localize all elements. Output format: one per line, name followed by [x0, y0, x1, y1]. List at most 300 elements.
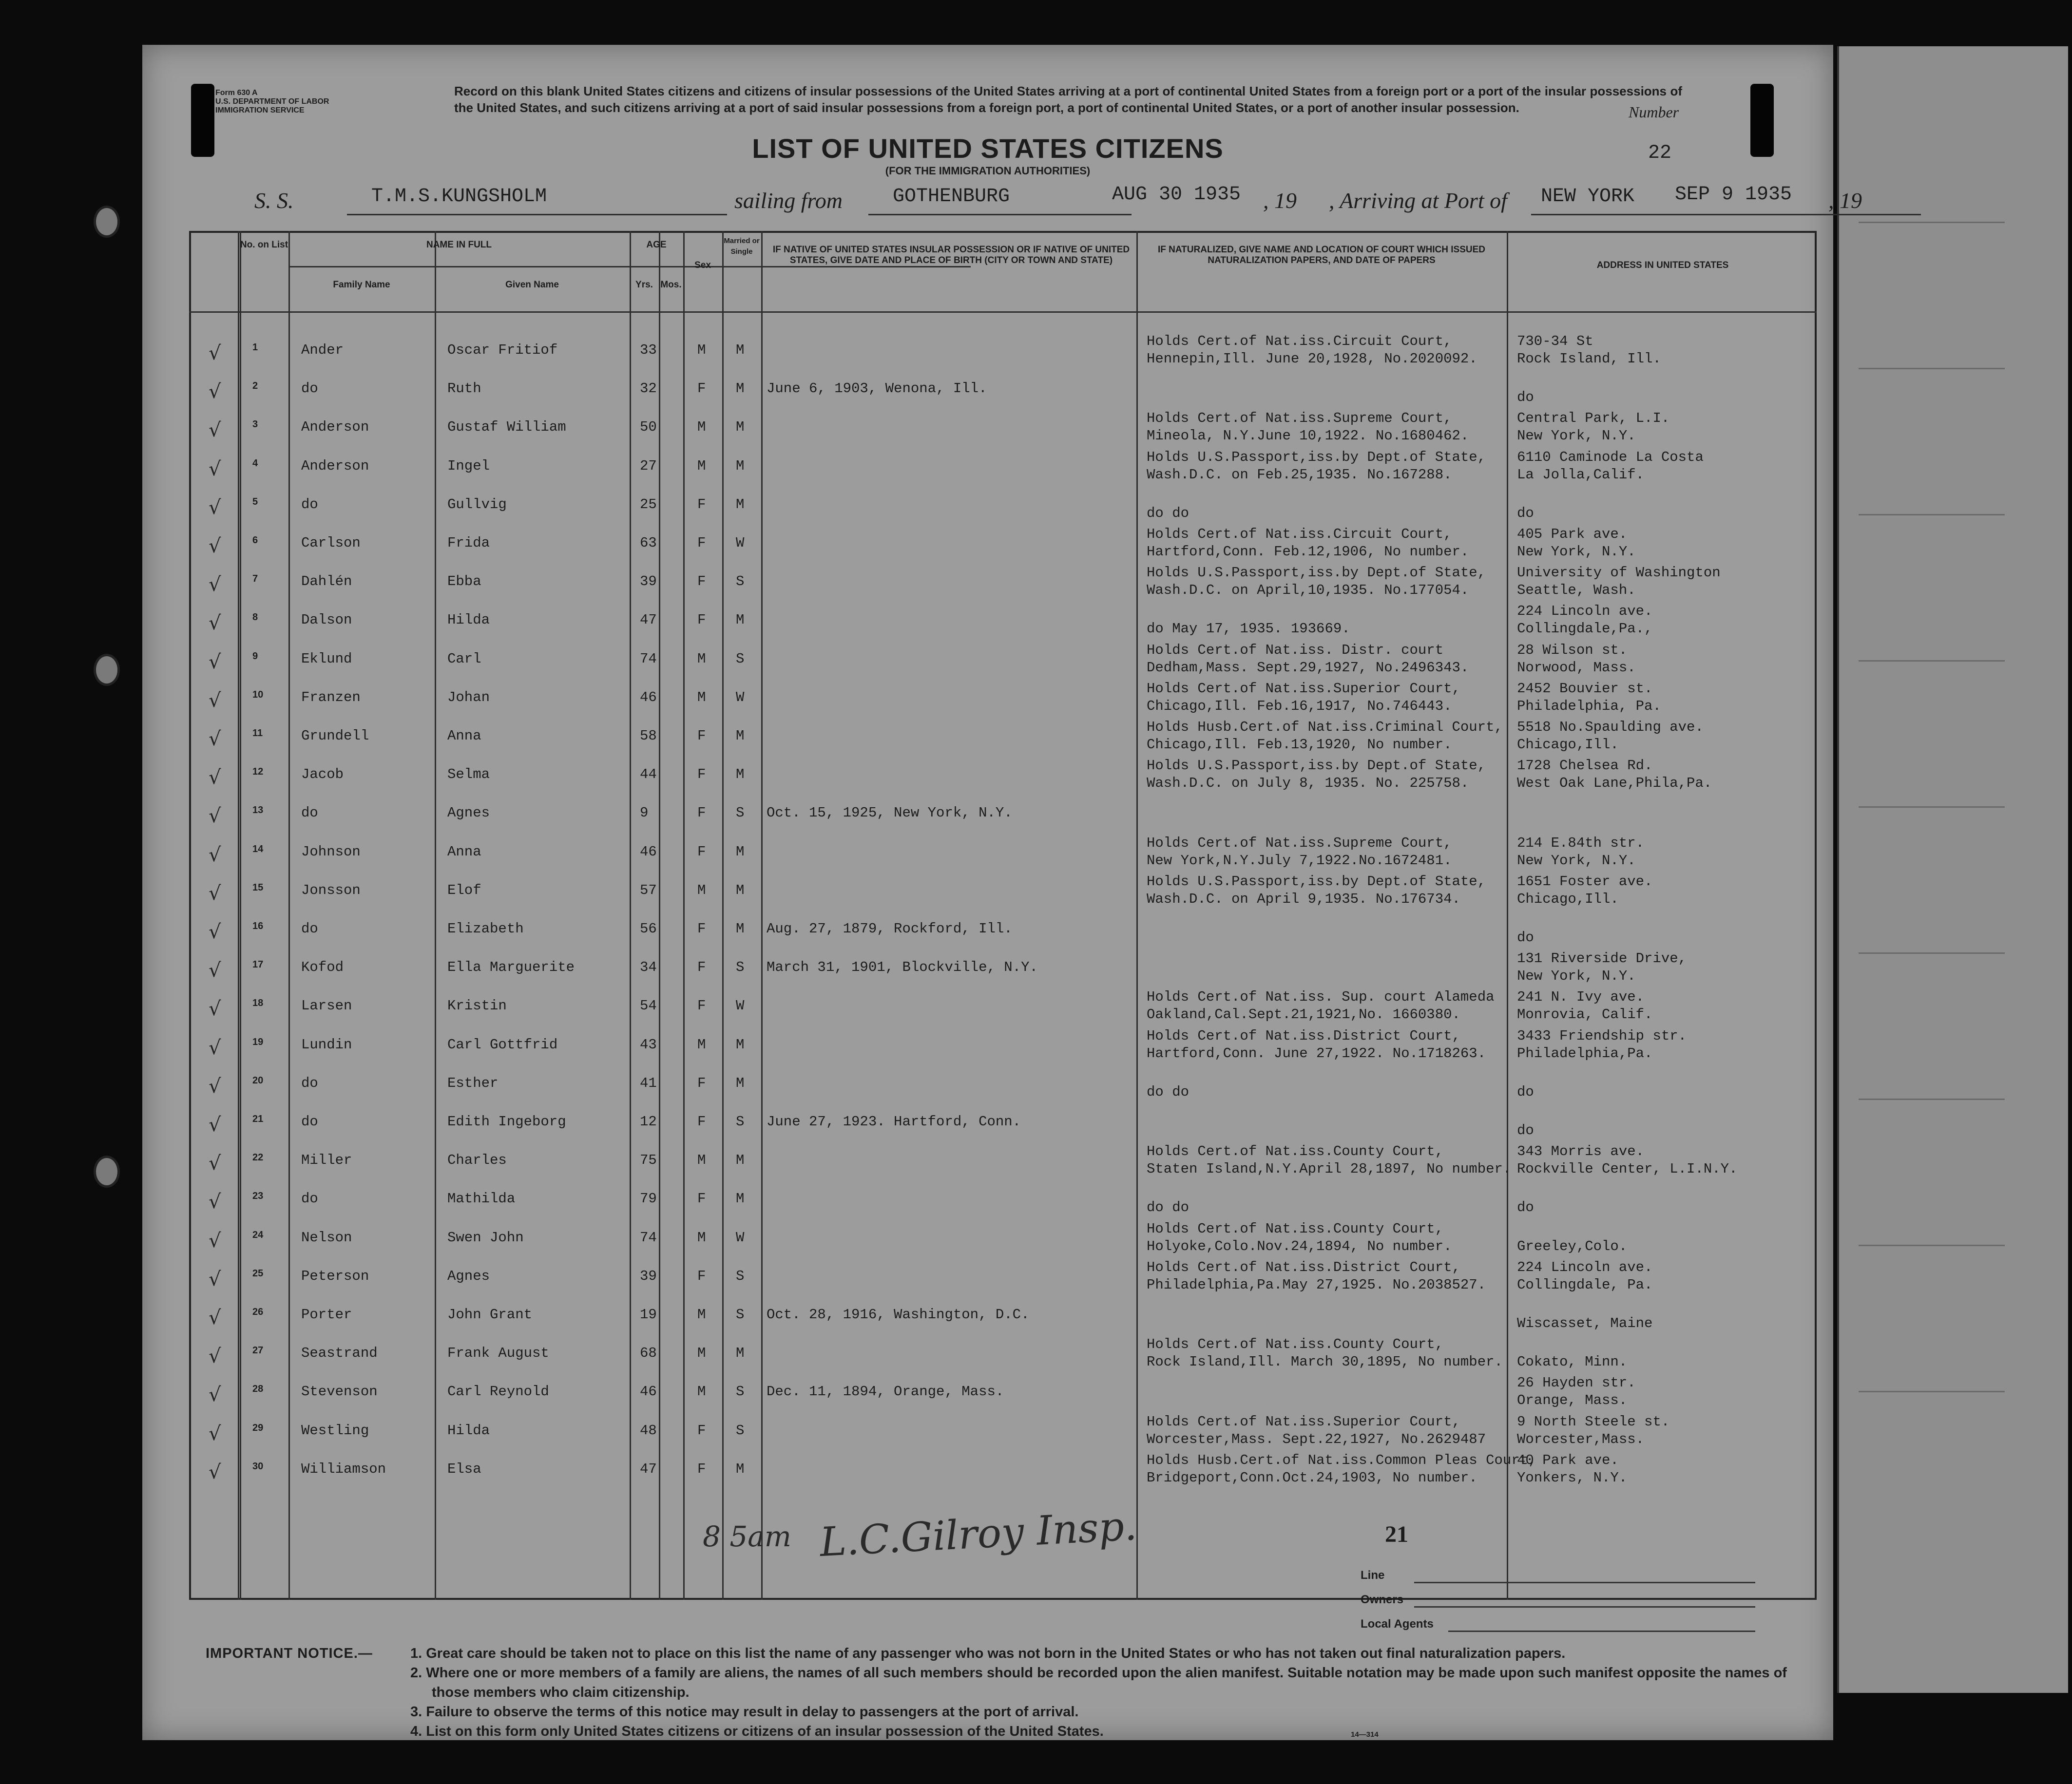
- naturalization-line2: Philadelphia,Pa.May 27,1925. No.2038527.: [1147, 1276, 1486, 1293]
- naturalization-line2: Hennepin,Ill. June 20,1928, No.2020092.: [1147, 351, 1477, 367]
- address-line2: Collingdale,Pa.,: [1517, 621, 1653, 637]
- birth-info: Oct. 28, 1916, Washington, D.C.: [767, 1307, 1030, 1323]
- age-years: 34: [640, 959, 657, 976]
- marital-status: S: [736, 1114, 745, 1130]
- given-name: Hilda: [447, 1422, 490, 1439]
- age-years: 63: [640, 535, 657, 551]
- marital-status: M: [736, 1036, 745, 1053]
- family-name: do: [301, 1191, 318, 1207]
- sailing-from-label: sailing from: [734, 188, 843, 213]
- naturalization-line1: Holds Cert.of Nat.iss. Distr. court: [1147, 642, 1444, 658]
- tick: √: [209, 1384, 221, 1406]
- marital-status: W: [736, 998, 745, 1014]
- naturalization-line1: Holds Cert.of Nat.iss.District Court,: [1147, 1259, 1460, 1275]
- number-value: 22: [1648, 142, 1672, 164]
- row-number: 14: [252, 843, 264, 854]
- address-line1: 1728 Chelsea Rd.: [1517, 758, 1653, 774]
- age-years: 41: [640, 1075, 657, 1091]
- table-row: [189, 679, 1817, 717]
- given-name: Carl Reynold: [447, 1384, 549, 1400]
- table-row: [189, 563, 1817, 601]
- sex: F: [697, 1422, 706, 1439]
- sex: F: [697, 959, 706, 976]
- tick: √: [209, 650, 221, 673]
- marital-status: M: [736, 342, 745, 358]
- tick: √: [209, 496, 221, 519]
- age-years: 74: [640, 650, 657, 667]
- sex: M: [697, 650, 706, 667]
- header-given-name: Given Name: [505, 280, 559, 290]
- naturalization-line1: Holds Cert.of Nat.iss.Superior Court,: [1147, 680, 1460, 697]
- marital-status: S: [736, 1307, 745, 1323]
- age-years: 47: [640, 1461, 657, 1477]
- row-number: 22: [252, 1152, 264, 1163]
- family-name: Lundin: [301, 1036, 352, 1053]
- sex: M: [697, 342, 706, 358]
- table-row: [189, 872, 1817, 910]
- header-sex: Sex: [694, 260, 711, 270]
- age-years: 54: [640, 998, 657, 1014]
- adjacent-page: [1837, 46, 2068, 1693]
- print-code: 14—314: [1351, 1730, 1379, 1739]
- table-row: [189, 1373, 1817, 1411]
- page-subtitle: (FOR THE IMMIGRATION AUTHORITIES): [885, 165, 1091, 177]
- address-line1: 26 Hayden str.: [1517, 1375, 1636, 1391]
- tick: √: [209, 1114, 221, 1136]
- table-row: [189, 794, 1817, 832]
- tick: √: [209, 419, 221, 442]
- address-line1: 3433 Friendship str.: [1517, 1027, 1687, 1044]
- marital-status: M: [736, 1075, 745, 1091]
- address-line1: 28 Wilson st.: [1517, 642, 1628, 658]
- naturalization-line1: Holds Cert.of Nat.iss.County Court,: [1147, 1143, 1444, 1160]
- address-line1: 730-34 St: [1517, 333, 1593, 349]
- given-name: Edith Ingeborg: [447, 1114, 566, 1130]
- table-row: [189, 756, 1817, 794]
- sex: F: [697, 998, 706, 1014]
- age-years: 58: [640, 728, 657, 744]
- naturalization-line2: do do: [1147, 505, 1189, 521]
- address-line2: Seattle, Wash.: [1517, 582, 1636, 599]
- family-name: Jacob: [301, 766, 344, 783]
- age-years: 46: [640, 689, 657, 705]
- naturalization-line2: do May 17, 1935. 193669.: [1147, 621, 1350, 637]
- row-number: 26: [252, 1307, 264, 1317]
- family-name: Williamson: [301, 1461, 386, 1477]
- form-id: Form 630 A U.S. DEPARTMENT OF LABOR IMMIGRATION SERVICE: [215, 89, 329, 114]
- header-birth: IF NATIVE OF UNITED STATES INSULAR POSSESSION OR IF NATIVE OF UNITED STATES, GIVE DATE AND PLACE OF BIRTH (CITY OR TOWN AND STATE): [772, 245, 1130, 266]
- row-number: 10: [252, 689, 264, 700]
- table-row: [189, 1412, 1817, 1450]
- address-line2: Rock Island, Ill.: [1517, 351, 1661, 367]
- marital-status: M: [736, 496, 745, 512]
- given-name: Ebba: [447, 573, 481, 590]
- arrive-date: SEP 9 1935: [1675, 184, 1792, 206]
- table-row: [189, 1180, 1817, 1218]
- sex: F: [697, 766, 706, 783]
- address-line1: University of Washington: [1517, 565, 1721, 581]
- given-name: Frank August: [447, 1345, 549, 1362]
- row-number: 20: [252, 1075, 264, 1086]
- sex: M: [697, 419, 706, 436]
- address-line1: 9 North Steele st.: [1517, 1413, 1670, 1430]
- given-name: Elizabeth: [447, 921, 524, 937]
- row-number: 27: [252, 1345, 264, 1356]
- family-name: Carlson: [301, 535, 361, 551]
- marital-status: S: [736, 959, 745, 976]
- local-agents-label: Local Agents: [1361, 1617, 1434, 1631]
- age-years: 56: [640, 921, 657, 937]
- row-number: 4: [252, 457, 258, 469]
- naturalization-line2: Staten Island,N.Y.April 28,1897, No number.: [1147, 1161, 1512, 1177]
- sex: M: [697, 689, 706, 705]
- address-line2: Greeley,Colo.: [1517, 1238, 1628, 1254]
- family-name: Dalson: [301, 612, 352, 628]
- naturalization-line2: Chicago,Ill. Feb.13,1920, No number.: [1147, 737, 1452, 753]
- sex: F: [697, 612, 706, 628]
- address-line1: 40 Park ave.: [1517, 1452, 1619, 1468]
- marital-status: W: [736, 1229, 745, 1246]
- age-years: 39: [640, 1268, 657, 1284]
- family-name: Larsen: [301, 998, 352, 1014]
- marital-status: S: [736, 1422, 745, 1439]
- address-line2: do: [1517, 1122, 1534, 1139]
- table-row: [189, 1334, 1817, 1372]
- family-name: do: [301, 1075, 318, 1091]
- header-naturalized: IF NATURALIZED, GIVE NAME AND LOCATION OF COURT WHICH ISSUED NATURALIZATION PAPERS, AND DATE OF PAPERS: [1157, 245, 1485, 266]
- marital-status: M: [736, 921, 745, 937]
- age-years: 48: [640, 1422, 657, 1439]
- marital-status: M: [736, 728, 745, 744]
- sex: F: [697, 728, 706, 744]
- tick: √: [209, 1191, 221, 1214]
- family-name: Nelson: [301, 1229, 352, 1246]
- naturalization-line2: Rock Island,Ill. March 30,1895, No number.: [1147, 1354, 1503, 1370]
- tick: √: [209, 728, 221, 750]
- tick: √: [209, 959, 221, 982]
- tick: √: [209, 1307, 221, 1329]
- age-years: 43: [640, 1036, 657, 1053]
- given-name: Kristin: [447, 998, 507, 1014]
- preamble: Record on this blank United States citizens and citizens of insular possessions of the United States arriving at a port of continental United States from a foreign port or a port of the insular possessions of the United States, and such citizens arriving at a port of said insular possessions from a foreign port, a port of continental United States, or a port of another insular possession.: [454, 84, 1682, 115]
- address-line2: do: [1517, 389, 1534, 406]
- sex: M: [697, 1384, 706, 1400]
- row-number: 19: [252, 1036, 264, 1047]
- sex: F: [697, 1461, 706, 1477]
- address-line2: Rockville Center, L.I.N.Y.: [1517, 1161, 1738, 1177]
- marital-status: S: [736, 1268, 745, 1284]
- table-row: [189, 1296, 1817, 1334]
- given-name: Selma: [447, 766, 490, 783]
- line-label: Line: [1361, 1569, 1385, 1582]
- address-line1: 6110 Caminode La Costa: [1517, 449, 1704, 465]
- address-line2: La Jolla,Calif.: [1517, 466, 1645, 483]
- header-married: Married or Single: [724, 237, 760, 256]
- notice-label: IMPORTANT NOTICE.—: [206, 1646, 373, 1661]
- address-line2: Philadelphia,Pa.: [1517, 1045, 1653, 1062]
- naturalization-line2: Hartford,Conn. June 27,1922. No.1718263.: [1147, 1045, 1486, 1062]
- row-number: 6: [252, 535, 258, 546]
- header-age: AGE: [646, 240, 667, 250]
- tick: √: [209, 1268, 221, 1291]
- address-line2: do: [1517, 505, 1534, 521]
- given-name: Anna: [447, 843, 481, 860]
- marital-status: M: [736, 457, 745, 474]
- given-name: Elof: [447, 882, 481, 898]
- voyage-line: [142, 184, 1862, 228]
- address-line1: 131 Riverside Drive,: [1517, 950, 1687, 967]
- birth-info: March 31, 1901, Blockville, N.Y.: [767, 959, 1038, 976]
- row-number: 7: [252, 573, 258, 585]
- tick: √: [209, 1036, 221, 1059]
- sex: F: [697, 496, 706, 512]
- table-row: [189, 833, 1817, 871]
- owners-label: Owners: [1361, 1593, 1404, 1606]
- naturalization-line1: Holds U.S.Passport,iss.by Dept.of State,: [1147, 565, 1486, 581]
- inspector-signature: L.C.Gilroy Insp.: [818, 1503, 1138, 1566]
- naturalization-line1: Holds Husb.Cert.of Nat.iss.Common Pleas Court,: [1147, 1452, 1537, 1468]
- naturalization-line1: Holds Cert.of Nat.iss.Circuit Court,: [1147, 526, 1452, 542]
- naturalization-line2: Wash.D.C. on Feb.25,1935. No.167288.: [1147, 466, 1452, 483]
- sex: M: [697, 1345, 706, 1362]
- tick: √: [209, 1075, 221, 1098]
- tick: √: [209, 457, 221, 480]
- port-from: GOTHENBURG: [893, 186, 1010, 208]
- table-row: [189, 370, 1817, 408]
- ship-name: T.M.S.KUNGSHOLM: [371, 186, 547, 208]
- naturalization-line1: Holds Husb.Cert.of Nat.iss.Criminal Court,: [1147, 719, 1503, 735]
- family-name: Peterson: [301, 1268, 369, 1284]
- notice-item: 4. List on this form only United States citizens or citizens of an insular possession of the United States.: [410, 1724, 1104, 1739]
- table-row: [189, 447, 1817, 485]
- family-name: Eklund: [301, 650, 352, 667]
- sex: F: [697, 1075, 706, 1091]
- row-number: 21: [252, 1114, 264, 1124]
- table-row: [189, 640, 1817, 678]
- marital-status: M: [736, 843, 745, 860]
- port-to: NEW YORK: [1541, 186, 1635, 208]
- tick: √: [209, 998, 221, 1021]
- naturalization-line2: Holyoke,Colo.Nov.24,1894, No number.: [1147, 1238, 1452, 1254]
- age-years: 57: [640, 882, 657, 898]
- address-line2: Philadelphia, Pa.: [1517, 698, 1661, 714]
- given-name: Oscar Fritiof: [447, 342, 558, 358]
- table-row: [189, 331, 1817, 369]
- age-years: 79: [640, 1191, 657, 1207]
- tick: √: [209, 1152, 221, 1175]
- row-number: 2: [252, 380, 258, 392]
- given-name: Ingel: [447, 457, 490, 474]
- row-number: 15: [252, 882, 264, 893]
- naturalization-line1: Holds Cert.of Nat.iss.County Court,: [1147, 1336, 1444, 1353]
- given-name: Carl: [447, 650, 481, 667]
- birth-info: June 6, 1903, Wenona, Ill.: [767, 380, 987, 397]
- age-years: 9: [640, 805, 649, 821]
- row-number: 24: [252, 1229, 264, 1240]
- given-name: Gustaf William: [447, 419, 566, 436]
- marital-status: W: [736, 689, 745, 705]
- depart-date: AUG 30 1935: [1112, 184, 1241, 206]
- row-number: 28: [252, 1384, 264, 1395]
- given-name: Agnes: [447, 805, 490, 821]
- family-name: Stevenson: [301, 1384, 378, 1400]
- marital-status: S: [736, 805, 745, 821]
- naturalization-line1: Holds Cert.of Nat.iss.Circuit Court,: [1147, 333, 1452, 349]
- tick: √: [209, 1345, 221, 1368]
- tick: √: [209, 882, 221, 905]
- sex: M: [697, 1036, 706, 1053]
- row-number: 16: [252, 921, 264, 931]
- naturalization-line2: Dedham,Mass. Sept.29,1927, No.2496343.: [1147, 659, 1469, 676]
- age-years: 39: [640, 573, 657, 590]
- marital-status: S: [736, 573, 745, 590]
- address-line2: New York, N.Y.: [1517, 968, 1636, 985]
- row-number: 13: [252, 805, 264, 816]
- age-years: 50: [640, 419, 657, 436]
- tick: √: [209, 612, 221, 635]
- family-name: do: [301, 921, 318, 937]
- number-label: Number: [1629, 103, 1679, 121]
- table-row: [189, 949, 1817, 987]
- address-line1: 405 Park ave.: [1517, 526, 1628, 542]
- address-line1: Central Park, L.I.: [1517, 410, 1670, 427]
- marital-status: M: [736, 1345, 745, 1362]
- given-name: Agnes: [447, 1268, 490, 1284]
- row-number: 17: [252, 959, 264, 970]
- address-line2: Yonkers, N.Y.: [1517, 1469, 1628, 1486]
- marital-status: M: [736, 882, 745, 898]
- birth-info: Oct. 15, 1925, New York, N.Y.: [767, 805, 1013, 821]
- marital-status: M: [736, 766, 745, 783]
- naturalization-line1: Holds Cert.of Nat.iss.Superior Court,: [1147, 1413, 1460, 1430]
- row-number: 30: [252, 1461, 264, 1472]
- marital-status: W: [736, 535, 745, 551]
- sex: F: [697, 535, 706, 551]
- family-name: do: [301, 1114, 318, 1130]
- arriving-label: , Arriving at Port of: [1329, 188, 1507, 213]
- address-line2: Monrovia, Calif.: [1517, 1006, 1653, 1023]
- sex: M: [697, 1229, 706, 1246]
- row-number: 5: [252, 496, 258, 507]
- marital-status: M: [736, 419, 745, 436]
- tick: √: [209, 689, 221, 712]
- row-number: 18: [252, 998, 264, 1009]
- tick: √: [209, 921, 221, 943]
- table-row: [189, 1026, 1817, 1064]
- address-line1: 2452 Bouvier st.: [1517, 680, 1653, 697]
- naturalization-line1: Holds Cert.of Nat.iss.District Court,: [1147, 1027, 1460, 1044]
- family-name: do: [301, 380, 318, 397]
- naturalization-line2: Wash.D.C. on April 9,1935. No.176734.: [1147, 891, 1460, 907]
- naturalization-line1: Holds Cert.of Nat.iss.Supreme Court,: [1147, 410, 1452, 427]
- age-years: 33: [640, 342, 657, 358]
- birth-info: June 27, 1923. Hartford, Conn.: [767, 1114, 1021, 1130]
- address-line1: 5518 No.Spaulding ave.: [1517, 719, 1704, 735]
- sex: F: [697, 843, 706, 860]
- header-yrs: Yrs.: [635, 280, 653, 290]
- address-line2: Chicago,Ill.: [1517, 737, 1619, 753]
- year1-label: , 19: [1263, 188, 1297, 213]
- age-years: 75: [640, 1152, 657, 1169]
- table-row: [189, 524, 1817, 562]
- sex: F: [697, 1114, 706, 1130]
- table-row: [189, 1064, 1817, 1102]
- given-name: Anna: [447, 728, 481, 744]
- sex: F: [697, 1191, 706, 1207]
- tick: √: [209, 1461, 221, 1483]
- table-row: [189, 1141, 1817, 1179]
- age-years: 46: [640, 843, 657, 860]
- ss-label: S. S.: [254, 188, 294, 213]
- given-name: John Grant: [447, 1307, 533, 1323]
- row-number: 9: [252, 650, 258, 662]
- address-line2: Wiscasset, Maine: [1517, 1315, 1653, 1331]
- table-row: [189, 717, 1817, 755]
- header-mos: Mos.: [660, 280, 682, 290]
- address-line2: New York, N.Y.: [1517, 852, 1636, 869]
- naturalization-line2: Mineola, N.Y.June 10,1922. No.1680462.: [1147, 428, 1469, 444]
- row-number: 12: [252, 766, 264, 778]
- birth-info: Dec. 11, 1894, Orange, Mass.: [767, 1384, 1004, 1400]
- notice-item: 2. Where one or more members of a family are aliens, the names of all such members should be recorded upon the alien manifest. Suitable notation may be made upon such manifest opposite the names of those members who claim citizenship.: [410, 1665, 1787, 1700]
- family-name: do: [301, 805, 318, 821]
- sex: M: [697, 882, 706, 898]
- naturalization-line2: do do: [1147, 1199, 1189, 1216]
- table-row: [189, 486, 1817, 524]
- given-name: Ella Marguerite: [447, 959, 575, 976]
- header-name: NAME IN FULL: [426, 240, 492, 250]
- naturalization-line1: Holds Cert.of Nat.iss.County Court,: [1147, 1220, 1444, 1237]
- marital-status: M: [736, 1461, 745, 1477]
- notice-item: 3. Failure to observe the terms of this notice may result in delay to passengers at the port of arrival.: [410, 1704, 1079, 1720]
- table-row: [189, 1219, 1817, 1257]
- address-line2: do: [1517, 1199, 1534, 1216]
- family-name: Westling: [301, 1422, 369, 1439]
- family-name: do: [301, 496, 318, 512]
- age-years: 68: [640, 1345, 657, 1362]
- address-line1: 224 Lincoln ave.: [1517, 1259, 1653, 1275]
- table-row: [189, 987, 1817, 1025]
- table-row: [189, 1103, 1817, 1141]
- birth-info: Aug. 27, 1879, Rockford, Ill.: [767, 921, 1013, 937]
- row-number: 25: [252, 1268, 264, 1279]
- naturalization-line1: Holds U.S.Passport,iss.by Dept.of State,: [1147, 758, 1486, 774]
- row-number: 23: [252, 1191, 264, 1202]
- family-name: Jonsson: [301, 882, 361, 898]
- row-number: 3: [252, 419, 258, 430]
- age-years: 47: [640, 612, 657, 628]
- age-years: 74: [640, 1229, 657, 1246]
- table-row: [189, 601, 1817, 639]
- marital-status: M: [736, 380, 745, 397]
- naturalization-line2: Worcester,Mass. Sept.22,1927, No.2629487: [1147, 1431, 1486, 1447]
- address-line1: 1651 Foster ave.: [1517, 873, 1653, 890]
- address-line2: Worcester,Mass.: [1517, 1431, 1645, 1447]
- naturalization-line2: New York,N.Y.July 7,1922.No.1672481.: [1147, 852, 1452, 869]
- naturalization-line1: Holds Cert.of Nat.iss. Sup. court Alameda: [1147, 989, 1495, 1006]
- signature-prefix: 8 5am: [703, 1520, 791, 1553]
- family-name: Miller: [301, 1152, 352, 1169]
- header-address: ADDRESS IN UNITED STATES: [1596, 260, 1729, 270]
- family-name: Dahlén: [301, 573, 352, 590]
- table-row: [189, 408, 1817, 446]
- address-line2: Collingdale, Pa.: [1517, 1276, 1653, 1293]
- marital-status: M: [736, 612, 745, 628]
- address-line2: Norwood, Mass.: [1517, 659, 1636, 676]
- family-name: Johnson: [301, 843, 361, 860]
- year2-label: , 19: [1828, 188, 1862, 213]
- header-no: No. on List: [240, 240, 288, 250]
